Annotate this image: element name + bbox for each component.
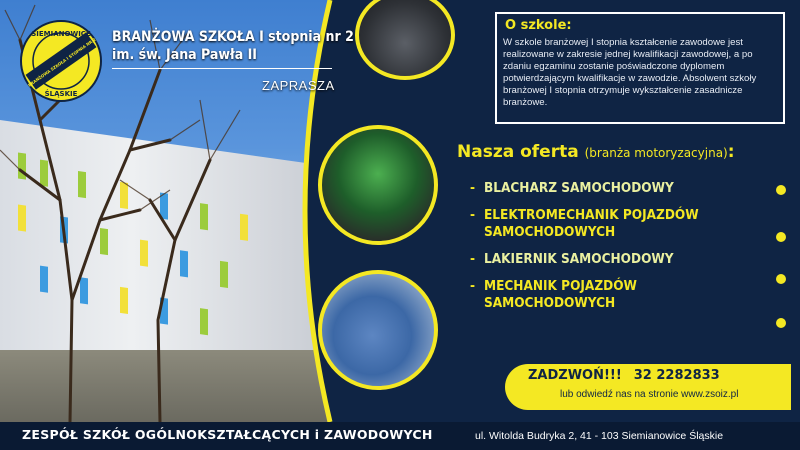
about-title: O szkole: [505, 18, 572, 33]
call-line [528, 368, 720, 383]
svg-text:BRANŻOWA SZKOŁA I STOPNIA NR 2: BRANŻOWA SZKOŁA I STOPNIA NR 2 [27, 36, 97, 88]
divider [112, 68, 332, 69]
footer-school-name: ZESPÓŁ SZKÓŁ OGÓLNOKSZTAŁCĄCYCH i ZAWODOWYCH [22, 427, 433, 442]
offer-item-elektromechanik: - ELEKTROMECHANIK POJAZDÓW SAMOCHODOWYCH [470, 207, 744, 241]
offer-list [470, 180, 770, 322]
phone-number[interactable]: 32 2282833 [633, 368, 720, 383]
about-school-box [495, 12, 785, 124]
school-name-line2: im. św. Jana Pawła II [112, 47, 257, 63]
svg-text:SIEMIANOWICE: SIEMIANOWICE [31, 30, 91, 38]
school-name-line1: BRANŻOWA SZKOŁA I stopnia nr 2 [112, 29, 354, 45]
call-label: ZADZWOŃ!!! [528, 368, 622, 383]
invite-text: ZAPRASZA [262, 78, 335, 93]
offer-heading [457, 142, 735, 162]
offer-item-blacharz: - BLACHARZ SAMOCHODOWY [470, 180, 770, 197]
school-name [112, 28, 354, 64]
school-logo-seal [18, 18, 104, 104]
offer-title: Nasza oferta [457, 142, 579, 162]
mechanic-at-work-photo [318, 125, 438, 245]
bullet-dot [776, 274, 786, 284]
bullet-dot [776, 318, 786, 328]
footer-bar [0, 422, 800, 450]
footer-address: ul. Witolda Budryka 2, 41 - 103 Siemianowice Śląskie [475, 430, 724, 442]
svg-text:ŚLĄSKIE: ŚLĄSKIE [44, 90, 78, 98]
bullet-dot [776, 185, 786, 195]
website-line[interactable]: lub odwiedź nas na stronie www.zsoiz.pl [560, 389, 739, 400]
bullet-dot [776, 232, 786, 242]
offer-subtitle: (branża motoryzacyjna) [584, 146, 728, 160]
offer-item-mechanik: - MECHANIK POJAZDÓW SAMOCHODOWYCH [470, 278, 714, 312]
blue-car-photo [318, 270, 438, 390]
offer-colon: : [727, 142, 735, 162]
about-text: W szkole branżowej I stopnia kształcenie zawodowe jest realizowane w zakresie jednej kwalifikacji zawodowej, a po zdaniu egzaminu zostanie poświadczone dyplomem potwierdzającym kwalifikacje w zawodzie. Absolwent szkoły branżowej I stopnia otrzymuje wykształcenie zasadnicze branżowe. [503, 37, 757, 108]
offer-item-lakiernik: - LAKIERNIK SAMOCHODOWY [470, 251, 770, 268]
